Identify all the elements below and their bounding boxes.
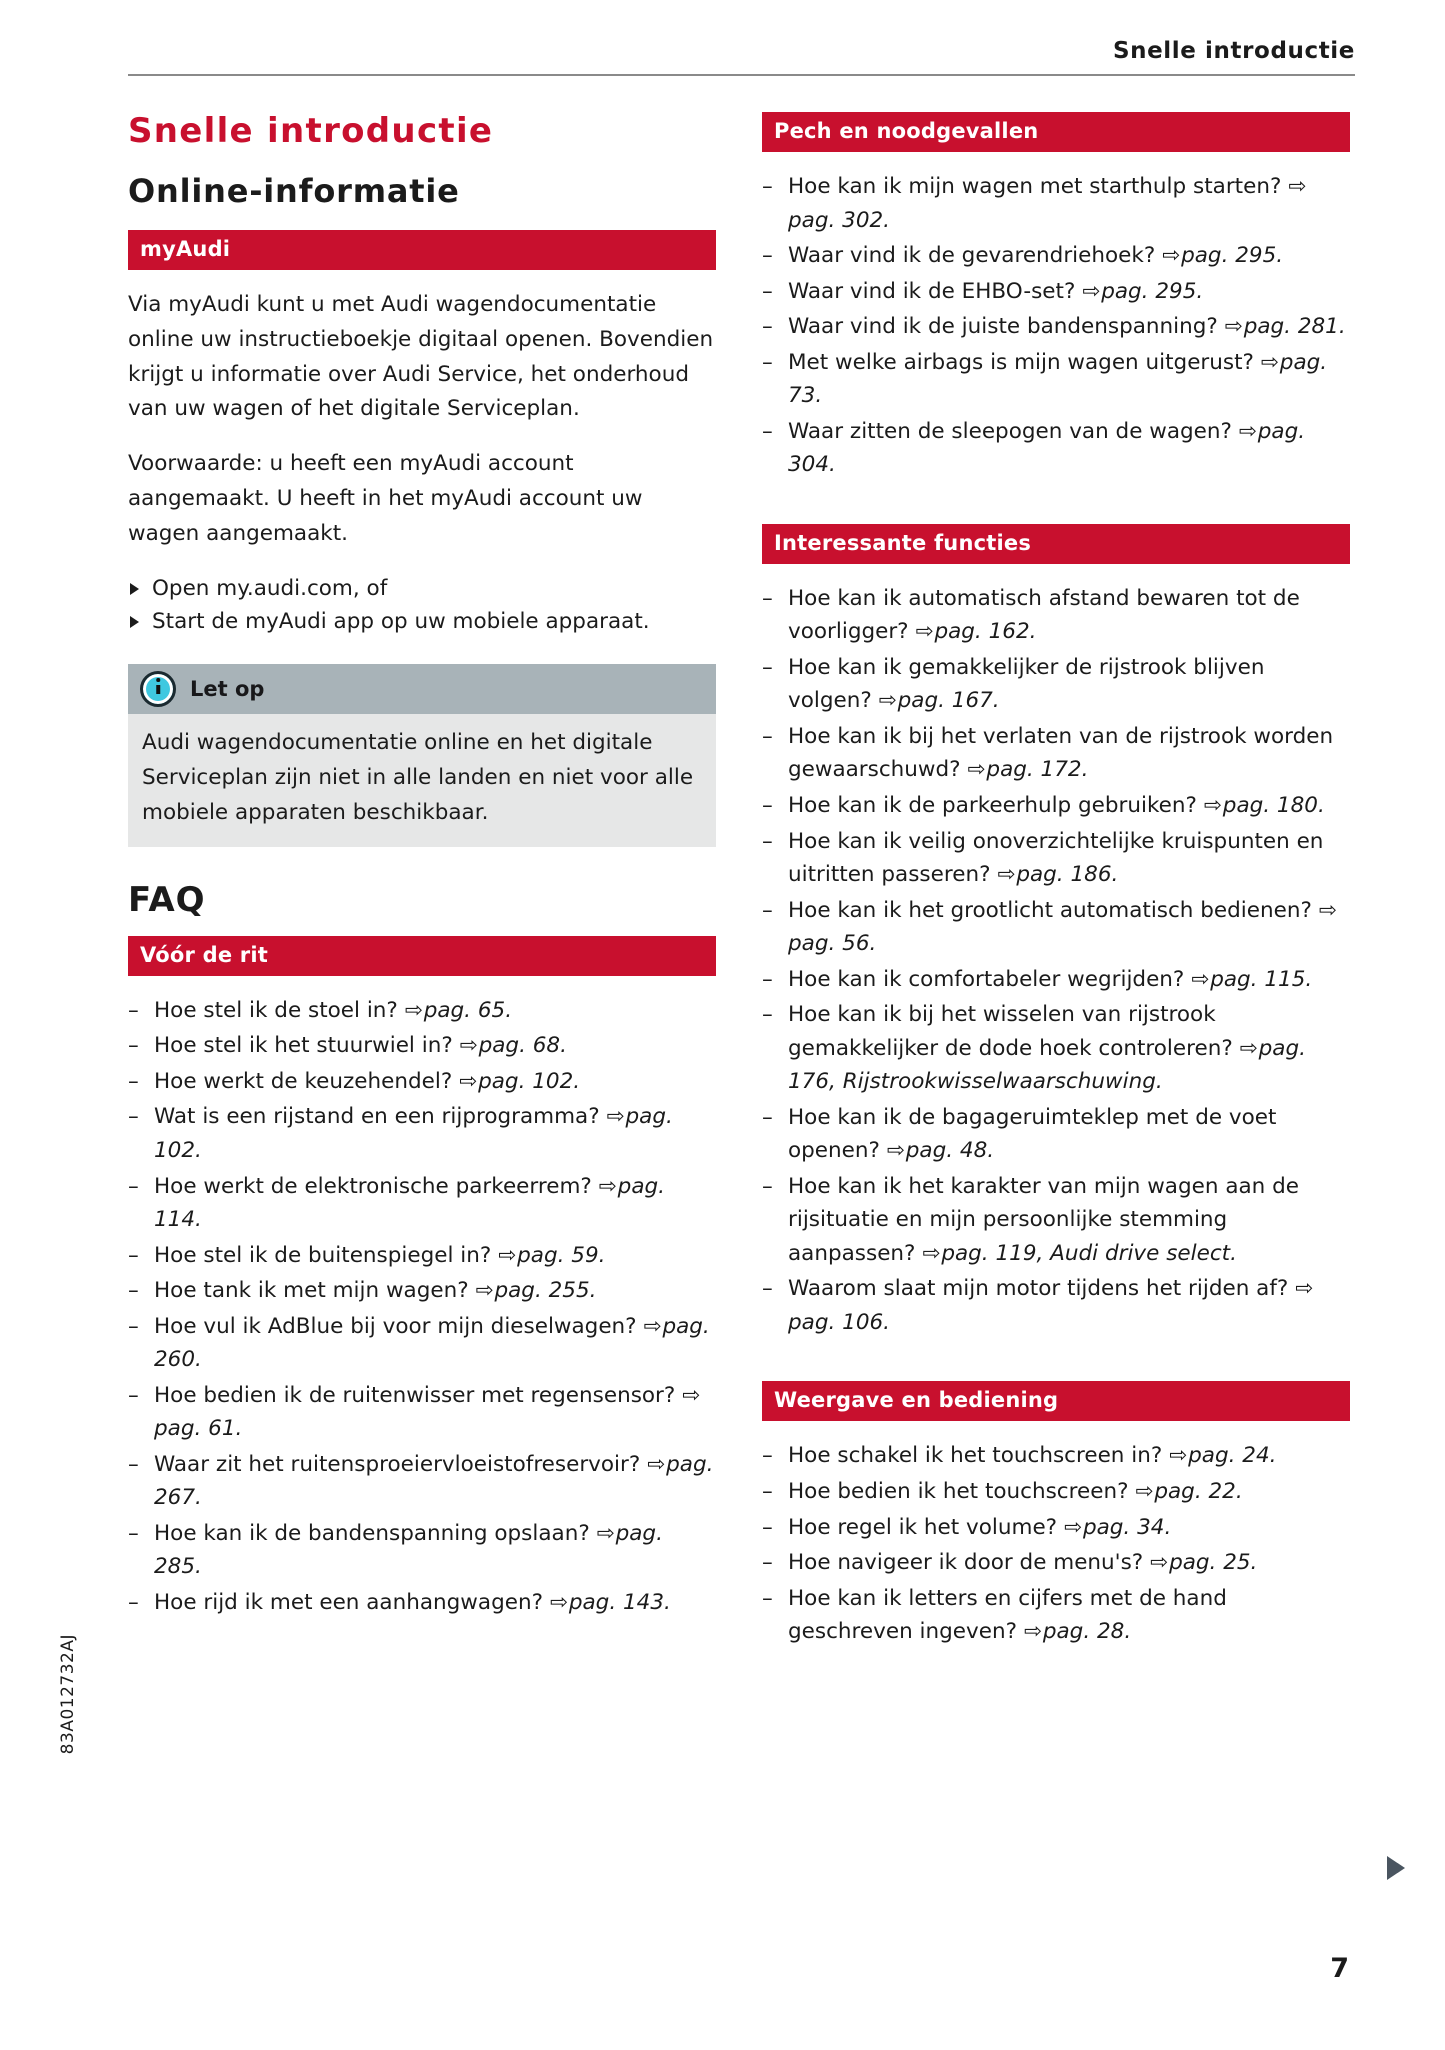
faq-question: Hoe werkt de keuzehendel? — [154, 1068, 460, 1094]
faq-question: Hoe kan ik het karakter van mijn wagen aan de rijsituatie en mijn persoonlijke stemming aanpassen? — [788, 1173, 1300, 1266]
subsection-bar-interessante-functies: Interessante functies — [762, 524, 1350, 564]
dash-bullet-icon: – — [128, 1313, 139, 1339]
page-reference[interactable] — [1135, 1479, 1242, 1504]
faq-item — [762, 310, 1350, 344]
reference-arrow-icon: ⇨ — [967, 757, 986, 783]
dash-bullet-icon: – — [128, 1520, 139, 1546]
triangle-bullet-icon — [130, 616, 139, 628]
faq-item — [762, 1101, 1350, 1168]
page-reference-label: pag. 59. — [517, 1242, 606, 1268]
faq-question: Hoe bedien ik het touchscreen? — [788, 1479, 1136, 1504]
page-reference-label: pag. 65. — [423, 997, 513, 1023]
page-reference[interactable] — [475, 1278, 596, 1303]
reference-arrow-icon: ⇨ — [647, 1451, 666, 1477]
page-reference-label: pag. 172. — [986, 757, 1089, 783]
dash-bullet-icon: – — [762, 1479, 773, 1504]
page-reference-label: pag. 260. — [154, 1313, 710, 1373]
subsection-bar-myaudi: myAudi — [128, 230, 716, 270]
subsection-bar-voor-de-rit: Vóór de rit — [128, 936, 716, 976]
faq-item — [762, 1272, 1350, 1339]
faq-item — [762, 275, 1350, 309]
dash-bullet-icon: – — [762, 1276, 773, 1302]
faq-question: Hoe schakel ik het touchscreen in? — [788, 1443, 1170, 1469]
info-icon — [140, 671, 176, 707]
dash-bullet-icon: – — [762, 1173, 773, 1199]
faq-item — [128, 1274, 716, 1308]
faq-list-interessante-functies — [762, 582, 1350, 1340]
faq-item — [762, 1546, 1350, 1580]
reference-arrow-icon: ⇨ — [1224, 314, 1243, 340]
reference-arrow-icon: ⇨ — [459, 1033, 478, 1059]
faq-question: Met welke airbags is mijn wagen uitgerust? — [788, 349, 1261, 375]
faq-item — [128, 1029, 716, 1063]
note-body: Audi wagendocumentatie online en het digitale Serviceplan zijn niet in alle landen en niet voor alle mobiele apparaten beschikbaar. — [128, 714, 716, 846]
faq-item — [762, 415, 1350, 482]
left-column — [128, 112, 716, 1651]
page-reference[interactable] — [1204, 793, 1325, 818]
page-reference-label: pag. 302. — [788, 207, 891, 233]
note-title: Let op — [190, 677, 265, 702]
list-item — [128, 572, 716, 605]
subsection-bar-pech-en-noodgevallen: Pech en noodgevallen — [762, 112, 1350, 152]
reference-arrow-icon: ⇨ — [1203, 792, 1222, 818]
dash-bullet-icon: – — [762, 349, 773, 375]
dash-bullet-icon: – — [762, 1514, 773, 1540]
reference-arrow-icon: ⇨ — [886, 1138, 905, 1164]
page-reference-label: pag. 162. — [934, 619, 1037, 645]
reference-arrow-icon: ⇨ — [878, 688, 897, 714]
page-reference[interactable] — [405, 998, 512, 1023]
dash-bullet-icon: – — [128, 997, 139, 1023]
reference-arrow-icon: ⇨ — [1150, 1550, 1169, 1576]
page-reference[interactable] — [1162, 243, 1283, 268]
reference-arrow-icon: ⇨ — [1239, 1035, 1258, 1061]
page-reference[interactable] — [1225, 314, 1346, 339]
page-reference-label: pag. 73. — [788, 349, 1328, 409]
faq-question: Hoe tank ik met mijn wagen? — [154, 1278, 476, 1304]
faq-question: Hoe kan ik het grootlicht automatisch bedienen? — [788, 897, 1319, 923]
page-reference-label: pag. 25. — [1169, 1550, 1258, 1576]
page-reference-label: pag. 61. — [154, 1416, 243, 1442]
dash-bullet-icon: – — [762, 828, 773, 854]
action-label: Open my.audi.com, of — [152, 575, 388, 601]
faq-question: Hoe stel ik de stoel in? — [154, 997, 405, 1023]
reference-arrow-icon: ⇨ — [1318, 897, 1337, 923]
faq-item — [762, 1511, 1350, 1545]
dash-bullet-icon: – — [762, 897, 773, 923]
faq-question: Hoe kan ik letters en cijfers met de hand geschreven ingeven? — [788, 1585, 1227, 1645]
running-header — [128, 38, 1355, 78]
faq-item — [128, 1239, 716, 1273]
dash-bullet-icon: – — [762, 585, 773, 611]
page-reference-label: pag. 34. — [1082, 1514, 1172, 1540]
dash-bullet-icon: – — [128, 1033, 139, 1059]
faq-item — [762, 1475, 1350, 1509]
faq-question: Hoe regel ik het volume? — [788, 1514, 1064, 1540]
page-reference[interactable] — [1024, 1619, 1131, 1644]
faq-item — [128, 1170, 716, 1237]
myaudi-paragraph-2: Voorwaarde: u heeft een myAudi account aangemaakt. U heeft in het myAudi account uw wagen aangemaakt. — [128, 451, 643, 546]
dash-bullet-icon: – — [762, 243, 773, 269]
faq-item — [762, 346, 1350, 413]
faq-question: Waarom slaat mijn motor tijdens het rijden af? — [788, 1276, 1296, 1302]
faq-question: Hoe kan ik automatisch afstand bewaren tot de voorligger? — [788, 585, 1300, 645]
page-reference[interactable] — [1082, 279, 1203, 304]
reference-arrow-icon: ⇨ — [606, 1104, 625, 1130]
faq-question: Hoe kan ik comfortabeler wegrijden? — [788, 966, 1192, 992]
faq-question: Hoe navigeer ik door de menu's? — [788, 1550, 1151, 1576]
faq-question: Hoe kan ik bij het verlaten van de rijstrook worden gewaarschuwd? — [788, 723, 1334, 783]
faq-item — [762, 582, 1350, 649]
document-code: 83A012732AJ — [58, 1633, 78, 1754]
page-reference-label: pag. 304. — [788, 418, 1306, 478]
faq-item — [762, 894, 1350, 961]
dash-bullet-icon: – — [762, 174, 773, 199]
faq-question: Hoe kan ik de parkeerhulp gebruiken? — [788, 792, 1204, 818]
play-triangle-icon — [1387, 1856, 1405, 1880]
page-reference-label: pag. 102. — [154, 1104, 673, 1164]
dash-bullet-icon: – — [762, 966, 773, 992]
reference-arrow-icon: ⇨ — [1260, 349, 1279, 375]
dash-bullet-icon: – — [762, 1443, 773, 1469]
reference-arrow-icon: ⇨ — [643, 1313, 662, 1339]
faq-title: FAQ — [128, 879, 206, 920]
faq-item — [128, 1065, 716, 1099]
reference-arrow-icon: ⇨ — [1169, 1443, 1188, 1469]
page-number: 7 — [1330, 1953, 1349, 1984]
reference-arrow-icon: ⇨ — [1023, 1619, 1042, 1645]
faq-list-pech-en-noodgevallen — [762, 170, 1350, 482]
faq-question: Hoe stel ik de buitenspiegel in? — [154, 1242, 499, 1268]
page-reference-label: pag. 28. — [1042, 1619, 1132, 1645]
faq-item — [762, 1582, 1350, 1649]
page-reference-label: pag. 186. — [1016, 862, 1119, 888]
faq-list-voor-de-rit — [128, 994, 716, 1620]
dash-bullet-icon: – — [128, 1068, 139, 1094]
page-reference-label: pag. 115. — [1210, 966, 1313, 992]
reference-arrow-icon: ⇨ — [404, 997, 423, 1023]
dash-bullet-icon: – — [128, 1382, 139, 1408]
page-reference[interactable] — [887, 1138, 994, 1163]
page-reference[interactable] — [967, 757, 1088, 782]
page-reference[interactable] — [1169, 1443, 1276, 1468]
faq-item — [762, 998, 1350, 1099]
reference-arrow-icon: ⇨ — [1063, 1514, 1082, 1540]
faq-item — [128, 1310, 716, 1377]
faq-question: Hoe kan ik de bagageruimteklep met de voet openen? — [788, 1104, 1277, 1164]
page-reference[interactable] — [460, 1033, 567, 1058]
faq-question: Hoe rijd ik met een aanhangwagen? — [154, 1589, 550, 1615]
dash-bullet-icon: – — [128, 1104, 139, 1130]
myaudi-paragraph-1: Via myAudi kunt u met Audi wagendocumentatie online uw instructieboekje digitaal openen. Bovendien krijgt u informatie over Audi Service, het onderhoud van uw wagen of het digitale Serviceplan. — [128, 291, 714, 422]
page-reference[interactable] — [915, 619, 1036, 644]
dash-bullet-icon: – — [128, 1173, 139, 1199]
dash-bullet-icon: – — [762, 1104, 773, 1130]
reference-arrow-icon: ⇨ — [997, 862, 1016, 888]
reference-arrow-icon: ⇨ — [922, 1240, 941, 1266]
faq-question: Waar zit het ruitensproeiervloeistofreservoir? — [154, 1451, 648, 1477]
reference-arrow-icon: ⇨ — [1162, 243, 1181, 269]
dash-bullet-icon: – — [762, 418, 773, 444]
reference-arrow-icon: ⇨ — [459, 1068, 478, 1094]
reference-arrow-icon: ⇨ — [1238, 418, 1257, 444]
page-reference-label: pag. 114. — [154, 1173, 665, 1233]
reference-arrow-icon: ⇨ — [596, 1520, 615, 1546]
faq-item — [128, 1448, 716, 1515]
reference-arrow-icon: ⇨ — [1191, 966, 1210, 992]
page-reference[interactable] — [1191, 967, 1312, 992]
page-reference[interactable] — [997, 862, 1118, 887]
faq-question: Hoe kan ik veilig onoverzichtelijke kruispunten en uitritten passeren? — [788, 828, 1324, 888]
myaudi-action-list — [128, 572, 716, 639]
page-reference-label: pag. 106. — [788, 1309, 891, 1335]
reference-arrow-icon: ⇨ — [1135, 1479, 1154, 1504]
page-reference[interactable] — [498, 1243, 605, 1268]
page-reference-label: pag. 102. — [478, 1068, 581, 1094]
page-reference-label: pag. 48. — [905, 1138, 995, 1164]
dash-bullet-icon: – — [128, 1589, 139, 1615]
subsection-bar-weergave-en-bediening: Weergave en bediening — [762, 1381, 1350, 1421]
page-reference-label: pag. 143. — [568, 1589, 671, 1615]
page-reference-label: pag. 285. — [154, 1520, 663, 1580]
reference-arrow-icon: ⇨ — [682, 1382, 701, 1408]
page-reference-label: pag. 22. — [1154, 1479, 1243, 1504]
two-column-layout — [128, 112, 1350, 1651]
note-box — [128, 664, 716, 846]
page-reference-label: pag. 176, Rijstrookwisselwaarschuwing. — [788, 1035, 1306, 1095]
dash-bullet-icon: – — [762, 1550, 773, 1576]
action-label: Start de myAudi app op uw mobiele apparaat. — [152, 609, 650, 634]
faq-question: Hoe werkt de elektronische parkeerrem? — [154, 1173, 599, 1199]
faq-item — [762, 170, 1350, 237]
page-reference-label: pag. 68. — [478, 1033, 567, 1059]
faq-question: Waar vind ik de EHBO-set? — [788, 278, 1083, 304]
page-reference-label: pag. 24. — [1188, 1443, 1277, 1469]
dash-bullet-icon: – — [762, 723, 773, 749]
faq-item — [762, 720, 1350, 787]
list-item — [128, 605, 716, 638]
dash-bullet-icon: – — [762, 792, 773, 818]
faq-question: Hoe kan ik mijn wagen met starthulp starten? — [788, 174, 1289, 199]
reference-arrow-icon: ⇨ — [1082, 278, 1101, 304]
faq-question: Waar vind ik de gevarendriehoek? — [788, 243, 1163, 269]
page-reference-label: pag. 295. — [1181, 243, 1284, 269]
dash-bullet-icon: – — [762, 654, 773, 680]
page-reference[interactable] — [1064, 1515, 1171, 1540]
reference-arrow-icon: ⇨ — [598, 1173, 617, 1199]
faq-question: Hoe stel ik het stuurwiel in? — [154, 1033, 460, 1059]
dash-bullet-icon: – — [128, 1451, 139, 1477]
faq-item — [762, 1439, 1350, 1473]
reference-arrow-icon: ⇨ — [1295, 1276, 1314, 1302]
faq-question: Waar zitten de sleepogen van de wagen? — [788, 418, 1239, 444]
faq-item — [128, 1379, 716, 1446]
dash-bullet-icon: – — [762, 278, 773, 304]
reference-arrow-icon: ⇨ — [915, 619, 934, 645]
dash-bullet-icon: – — [762, 1002, 773, 1028]
dash-bullet-icon: – — [128, 1278, 139, 1304]
page-reference-label: pag. 180. — [1222, 792, 1325, 818]
faq-question: Hoe kan ik de bandenspanning opslaan? — [154, 1520, 597, 1546]
page-reference[interactable] — [879, 688, 1000, 713]
faq-item — [762, 825, 1350, 892]
header-divider — [128, 74, 1355, 76]
page-reference[interactable] — [550, 1590, 671, 1615]
page-reference[interactable] — [459, 1069, 580, 1094]
section-title: Online-informatie — [128, 172, 460, 211]
page-reference[interactable] — [922, 1241, 1237, 1266]
faq-item — [762, 239, 1350, 273]
dash-bullet-icon: – — [762, 314, 773, 340]
page-reference-label: pag. 167. — [897, 688, 1000, 714]
triangle-bullet-icon — [130, 583, 139, 595]
page-reference[interactable] — [1150, 1550, 1257, 1575]
faq-question: Hoe kan ik gemakkelijker de rijstrook blijven volgen? — [788, 654, 1265, 714]
faq-item — [128, 994, 716, 1028]
page-reference-label: pag. 56. — [788, 931, 877, 957]
note-header — [128, 664, 716, 714]
faq-question: Wat is een rijstand en een rijprogramma? — [154, 1104, 607, 1130]
reference-arrow-icon: ⇨ — [498, 1242, 517, 1268]
faq-item — [128, 1586, 716, 1620]
reference-arrow-icon: ⇨ — [1288, 174, 1307, 199]
dash-bullet-icon: – — [128, 1242, 139, 1268]
page-reference-label: pag. 267. — [154, 1451, 714, 1511]
page-reference-label: pag. 255. — [494, 1278, 597, 1304]
dash-bullet-icon: – — [762, 1585, 773, 1611]
chapter-title: Snelle introductie — [128, 111, 494, 151]
faq-item — [762, 1170, 1350, 1271]
reference-arrow-icon: ⇨ — [475, 1278, 494, 1304]
page-reference-label: pag. 119, Audi drive select. — [941, 1240, 1237, 1266]
faq-item — [762, 651, 1350, 718]
faq-item — [762, 963, 1350, 997]
page-reference-label: pag. 281. — [1243, 314, 1346, 340]
running-header-title: Snelle introductie — [1112, 38, 1355, 64]
faq-question: Hoe kan ik bij het wisselen van rijstrook gemakkelijker de dode hoek controleren? — [788, 1002, 1240, 1061]
faq-question: Waar vind ik de juiste bandenspanning? — [788, 314, 1225, 340]
right-column — [762, 112, 1350, 1651]
page-reference-label: pag. 295. — [1101, 278, 1204, 304]
faq-item — [128, 1100, 716, 1167]
faq-list-weergave-en-bediening — [762, 1439, 1350, 1648]
faq-item — [128, 1517, 716, 1584]
faq-question: Hoe vul ik AdBlue bij voor mijn dieselwagen? — [154, 1313, 644, 1339]
reference-arrow-icon: ⇨ — [549, 1589, 568, 1615]
faq-question: Hoe bedien ik de ruitenwisser met regensensor? — [154, 1382, 683, 1408]
faq-item — [762, 789, 1350, 823]
